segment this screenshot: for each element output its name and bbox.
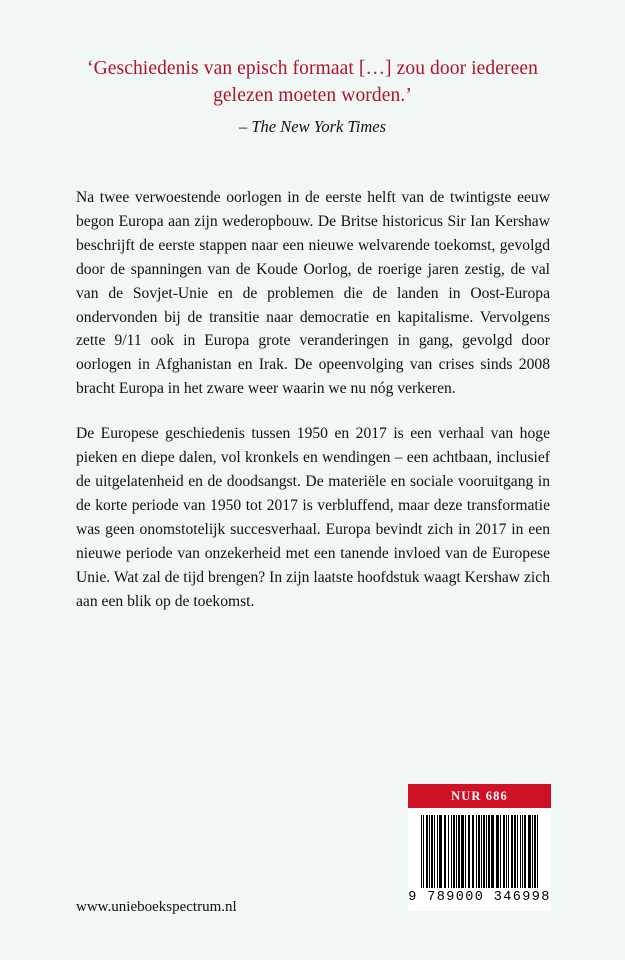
nur-code-banner: NUR 686 <box>408 784 551 808</box>
pull-quote-text: ‘Geschiedenis van episch formaat […] zou door iedereen gelezen moeten worden.’ <box>86 58 538 106</box>
barcode-bar <box>503 815 505 888</box>
barcode-bar <box>468 815 470 888</box>
barcode-bar <box>497 815 498 888</box>
barcode-bar <box>431 815 433 888</box>
barcode-bar <box>529 815 531 888</box>
blurb-text <box>76 186 550 613</box>
barcode-bar <box>532 815 533 888</box>
barcode-panel <box>408 784 551 911</box>
barcode-bar <box>458 815 460 888</box>
barcode-bar <box>506 815 507 888</box>
publisher-website-url[interactable]: www.unieboekspectrum.nl <box>76 899 237 915</box>
barcode-bar <box>534 815 536 888</box>
barcode-bar <box>423 815 424 888</box>
barcode-bar <box>429 815 430 888</box>
barcode-bar <box>524 815 526 888</box>
barcode-bar <box>508 815 509 888</box>
barcode-bar <box>500 815 501 888</box>
barcode-bar <box>448 815 449 888</box>
barcode-bar <box>483 815 485 888</box>
isbn-digits: 9 789000 346998 <box>408 890 551 905</box>
blurb-paragraph-2: De Europese geschiedenis tussen 1950 en 2017 is een verhaal van hoge pieken en diepe dalen, vol kronkels en wendingen – een achtbaan, inclusief de uitgelatenheid en de doodsangst. De materiële en sociale vooruitgang in de korte periode van 1950 tot 2017 is verbluffend, maar deze transformatie was geen onomstotelijk succesverhaal. Europa bevindt zich in 2017 in een nieuwe periode van onzekerheid met een tanende invloed van de Europese Unie. Wat zal de tijd brengen? In zijn laatste hoofdstuk waagt Kershaw zich aan een blik op de toekomst. <box>76 425 550 610</box>
barcode-area <box>408 808 551 911</box>
barcode-bar <box>537 815 538 888</box>
barcode-bar <box>437 815 438 888</box>
barcode-bar <box>473 815 474 888</box>
barcode-bar <box>421 815 423 888</box>
barcode-bar <box>453 815 455 888</box>
barcode-bars <box>421 815 539 888</box>
barcode-bar <box>512 815 513 888</box>
barcode-bar <box>445 815 446 888</box>
barcode-bar <box>492 815 494 888</box>
barcode-bar <box>478 815 480 888</box>
barcode-bar <box>462 815 464 888</box>
pull-quote-attribution: – The New York Times <box>238 117 386 136</box>
barcode-bar <box>465 815 466 888</box>
blurb-paragraph-1: Na twee verwoestende oorlogen in de eerste helft van de twintigste eeuw begon Europa aan zijn wederopbouw. De Britse historicus Sir Ian Kershaw beschrijft de eerste stappen naar een nieuwe welvarende toekomst, gevolgd door de spanningen van de Koude Oorlog, de roerige jaren zestig, de val van de Sovjet-Unie en de problemen die de landen in Oost-Europa ondervonden bij de transitie naar democratie en kapitalisme. Vervolgens zette 9/11 ook in Europa grote veranderingen in gang, gevolgd door oorlogen in Afghanistan en Irak. De opeenvolging van crises sinds 2008 bracht Europa in het zware weer waarin we nu nóg verkeren. <box>76 189 550 398</box>
barcode-bar <box>517 815 518 888</box>
barcode-bar <box>488 815 490 888</box>
pull-quote <box>76 55 549 138</box>
barcode-bar <box>520 815 521 888</box>
barcode-bar <box>426 815 427 888</box>
barcode-bar <box>514 815 516 888</box>
barcode-bar <box>434 815 435 888</box>
barcode-bar <box>440 815 442 888</box>
barcode-bar <box>486 815 487 888</box>
